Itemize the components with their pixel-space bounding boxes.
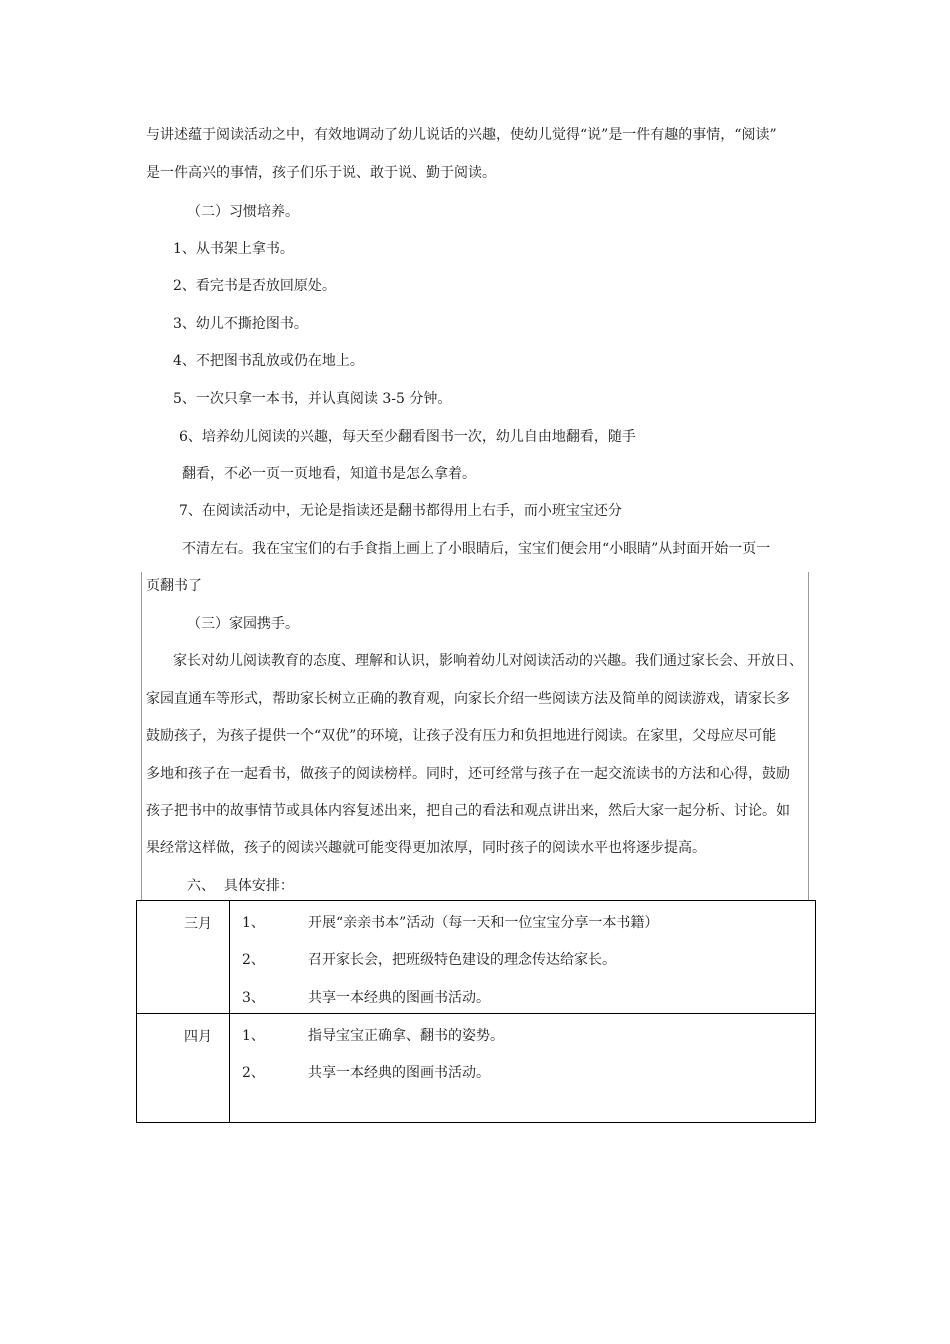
item-text: 共享一本经典的图画书活动。 [308,1065,490,1081]
item-number: 3、 [242,990,265,1006]
item-text: 指导宝宝正确拿、翻书的姿势。 [308,1028,504,1044]
month-cell: 四月 [184,1029,212,1045]
habit-item-6-line-2: 翻看，不必一页一页地看，知道书是怎么拿着。 [182,466,476,482]
home-paragraph-line-3: 鼓励孩子，为孩子提供一个“双优”的环境，让孩子没有压力和负担地进行阅读。在家里，父母应尽可能 [146,728,777,744]
habit-item-7-line-3: 页翻书了 [146,578,202,594]
month-cell: 三月 [184,916,212,932]
home-paragraph-line-1: 家长对幼儿阅读教育的态度、理解和认识，影响着幼儿对阅读活动的兴趣。我们通过家长会、开放日、 [173,653,803,669]
habit-item-1: 1、从书架上拿书。 [173,241,294,257]
home-paragraph-line-6: 果经常这样做，孩子的阅读兴趣就可能变得更加浓厚，同时孩子的阅读水平也将逐步提高。 [146,840,706,856]
table-row-april [137,1014,815,1122]
schedule-heading: 六、 具体安排： [187,878,294,894]
item-text: 召开家长会，把班级特色建设的理念传达给家长。 [308,952,616,968]
home-paragraph-line-5: 孩子把书中的故事情节或具体内容复述出来，把自己的看法和观点讲出来，然后大家一起分析、讨论。如 [146,803,790,819]
item-number: 1、 [242,1028,265,1044]
habit-item-6-line-1: 6、培养幼儿阅读的兴趣，每天至少翻看图书一次，幼儿自由地翻看，随手 [179,429,636,445]
habit-item-4: 4、不把图书乱放或仍在地上。 [173,353,364,369]
habit-item-7-line-2: 不清左右。我在宝宝们的右手食指上画上了小眼睛后，宝宝们便会用“小眼睛”从封面开始一页一 [182,541,771,557]
habit-item-3: 3、幼儿不撕抢图书。 [173,316,308,332]
home-paragraph-line-4: 多地和孩子在一起看书，做孩子的阅读榜样。同时，还可经常与孩子在一起交流读书的方法和心得，鼓励 [146,766,790,782]
habit-item-7-line-1: 7、在阅读活动中，无论是指读还是翻书都得用上右手，而小班宝宝还分 [179,503,622,519]
left-frame-rule [141,572,142,900]
item-text: 开展“亲亲书本”活动（每一天和一位宝宝分享一本书籍） [308,915,659,931]
habit-item-2: 2、看完书是否放回原处。 [173,278,336,294]
right-frame-rule [808,572,809,900]
intro-line-2: 是一件高兴的事情，孩子们乐于说、敢于说、勤于阅读。 [146,165,496,181]
home-paragraph-line-2: 家园直通车等形式，帮助家长树立正确的教育观，向家长介绍一些阅读方法及简单的阅读游戏，请家长多 [146,691,790,707]
home-heading: （三）家园携手。 [187,616,299,632]
item-number: 2、 [242,952,265,968]
item-number: 1、 [242,915,265,931]
habits-heading: （二）习惯培养。 [187,204,299,220]
intro-line-1: 与讲述蕴于阅读活动之中，有效地调动了幼儿说话的兴趣，使幼儿觉得“说”是一件有趣的事情，“阅读” [146,127,777,143]
habit-item-5: 5、一次只拿一本书，并认真阅读 3-5 分钟。 [173,391,452,407]
table-row-march [137,901,815,1014]
schedule-table [136,900,816,1123]
item-number: 2、 [242,1065,265,1081]
item-text: 共享一本经典的图画书活动。 [308,990,490,1006]
